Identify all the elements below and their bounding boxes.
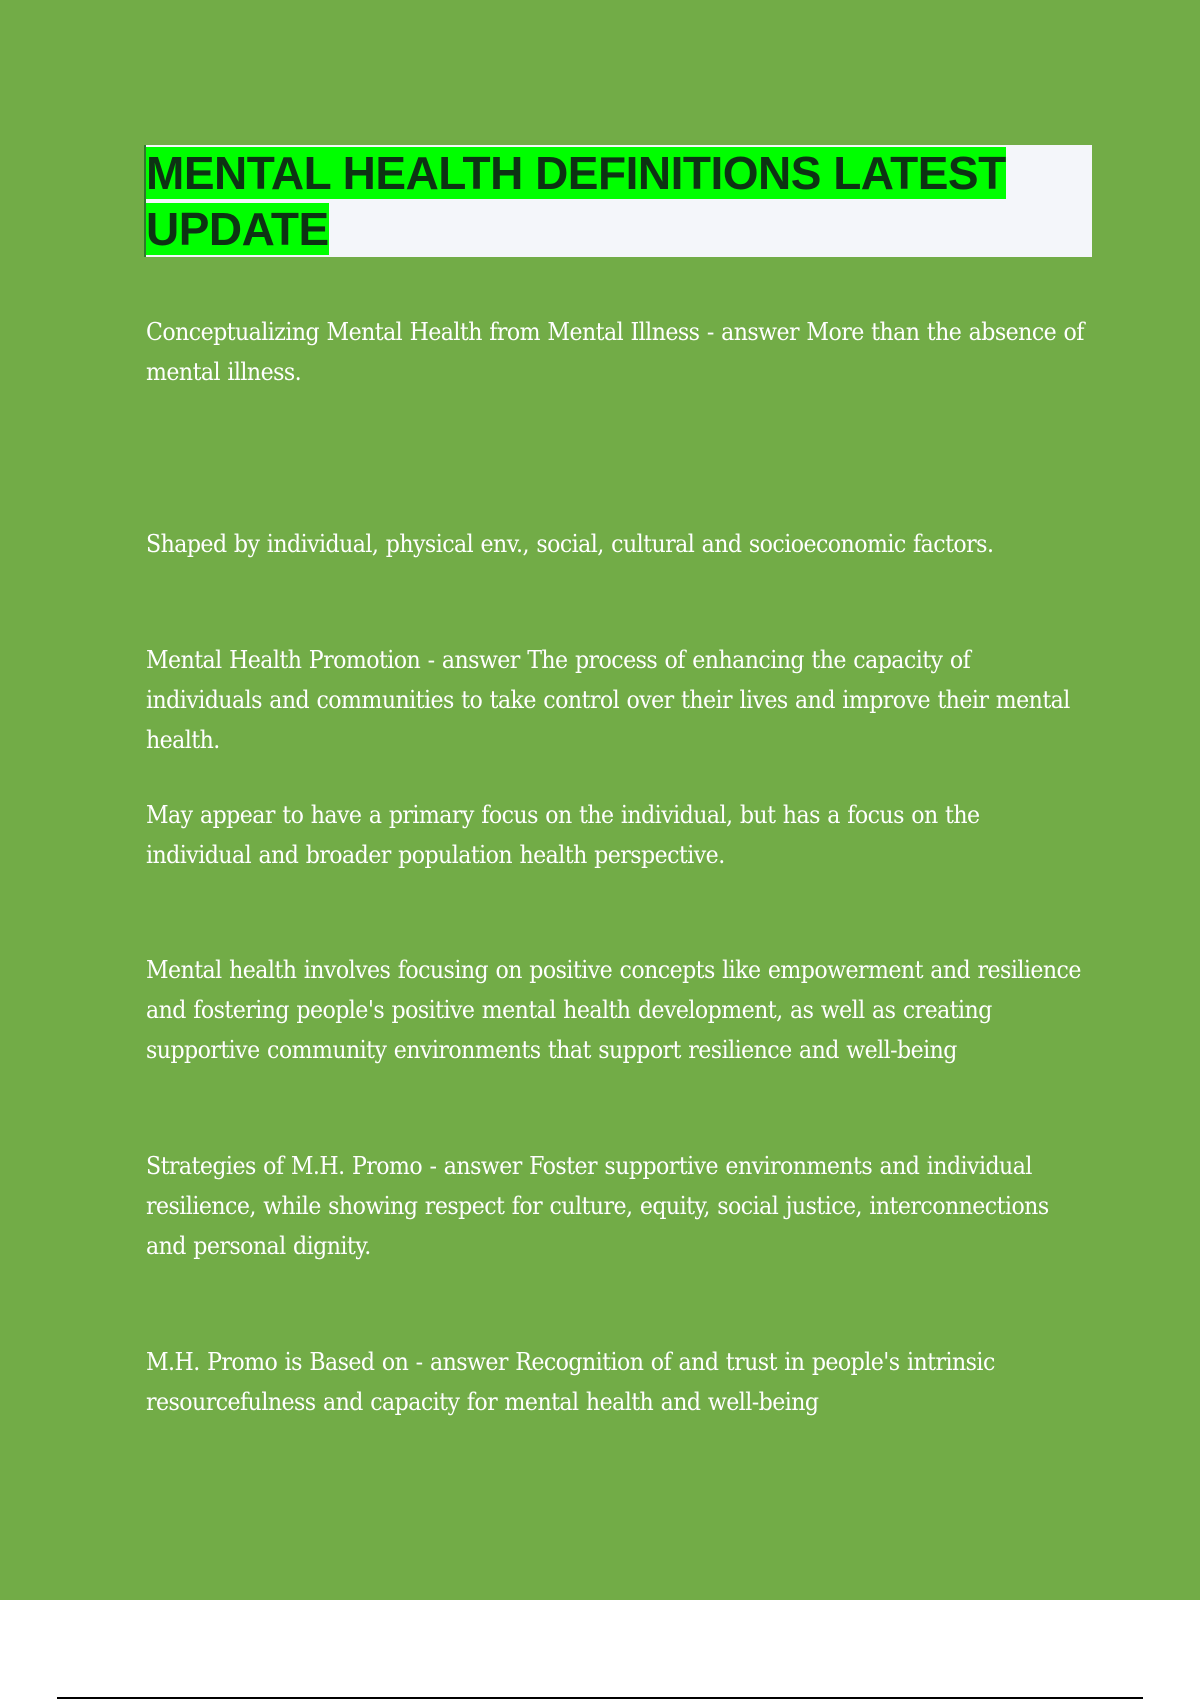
paragraph-4: May appear to have a primary focus on the individual, but has a focus on the individual and broader population health perspective. xyxy=(146,801,980,869)
document-title xyxy=(146,145,1092,257)
bottom-rule xyxy=(57,1697,1143,1699)
title-highlight: MENTAL HEALTH DEFINITIONS LATEST UPDATE xyxy=(146,147,1006,255)
paragraph-7: M.H. Promo is Based on - answer Recognition of and trust in people's intrinsic resourcefulness and capacity for mental health and well-being xyxy=(146,1348,995,1416)
paragraph-2: Shaped by individual, physical env., social, cultural and socioeconomic factors. xyxy=(146,530,994,558)
paragraph-3: Mental Health Promotion - answer The process of enhancing the capacity of individuals and communities to take control over their lives and improve their mental health. xyxy=(146,646,1070,754)
paragraph-5: Mental health involves focusing on positive concepts like empowerment and resilience and fostering people's positive mental health development, as well as creating supportive community environments that support resilience and well-being xyxy=(146,956,1081,1064)
paragraph-6: Strategies of M.H. Promo - answer Foster supportive environments and individual resilience, while showing respect for culture, equity, social justice, interconnections and personal dignity. xyxy=(146,1152,1049,1260)
title-box xyxy=(144,145,1092,257)
paragraph-1: Conceptualizing Mental Health from Mental Illness - answer More than the absence of mental illness. xyxy=(146,318,1084,386)
